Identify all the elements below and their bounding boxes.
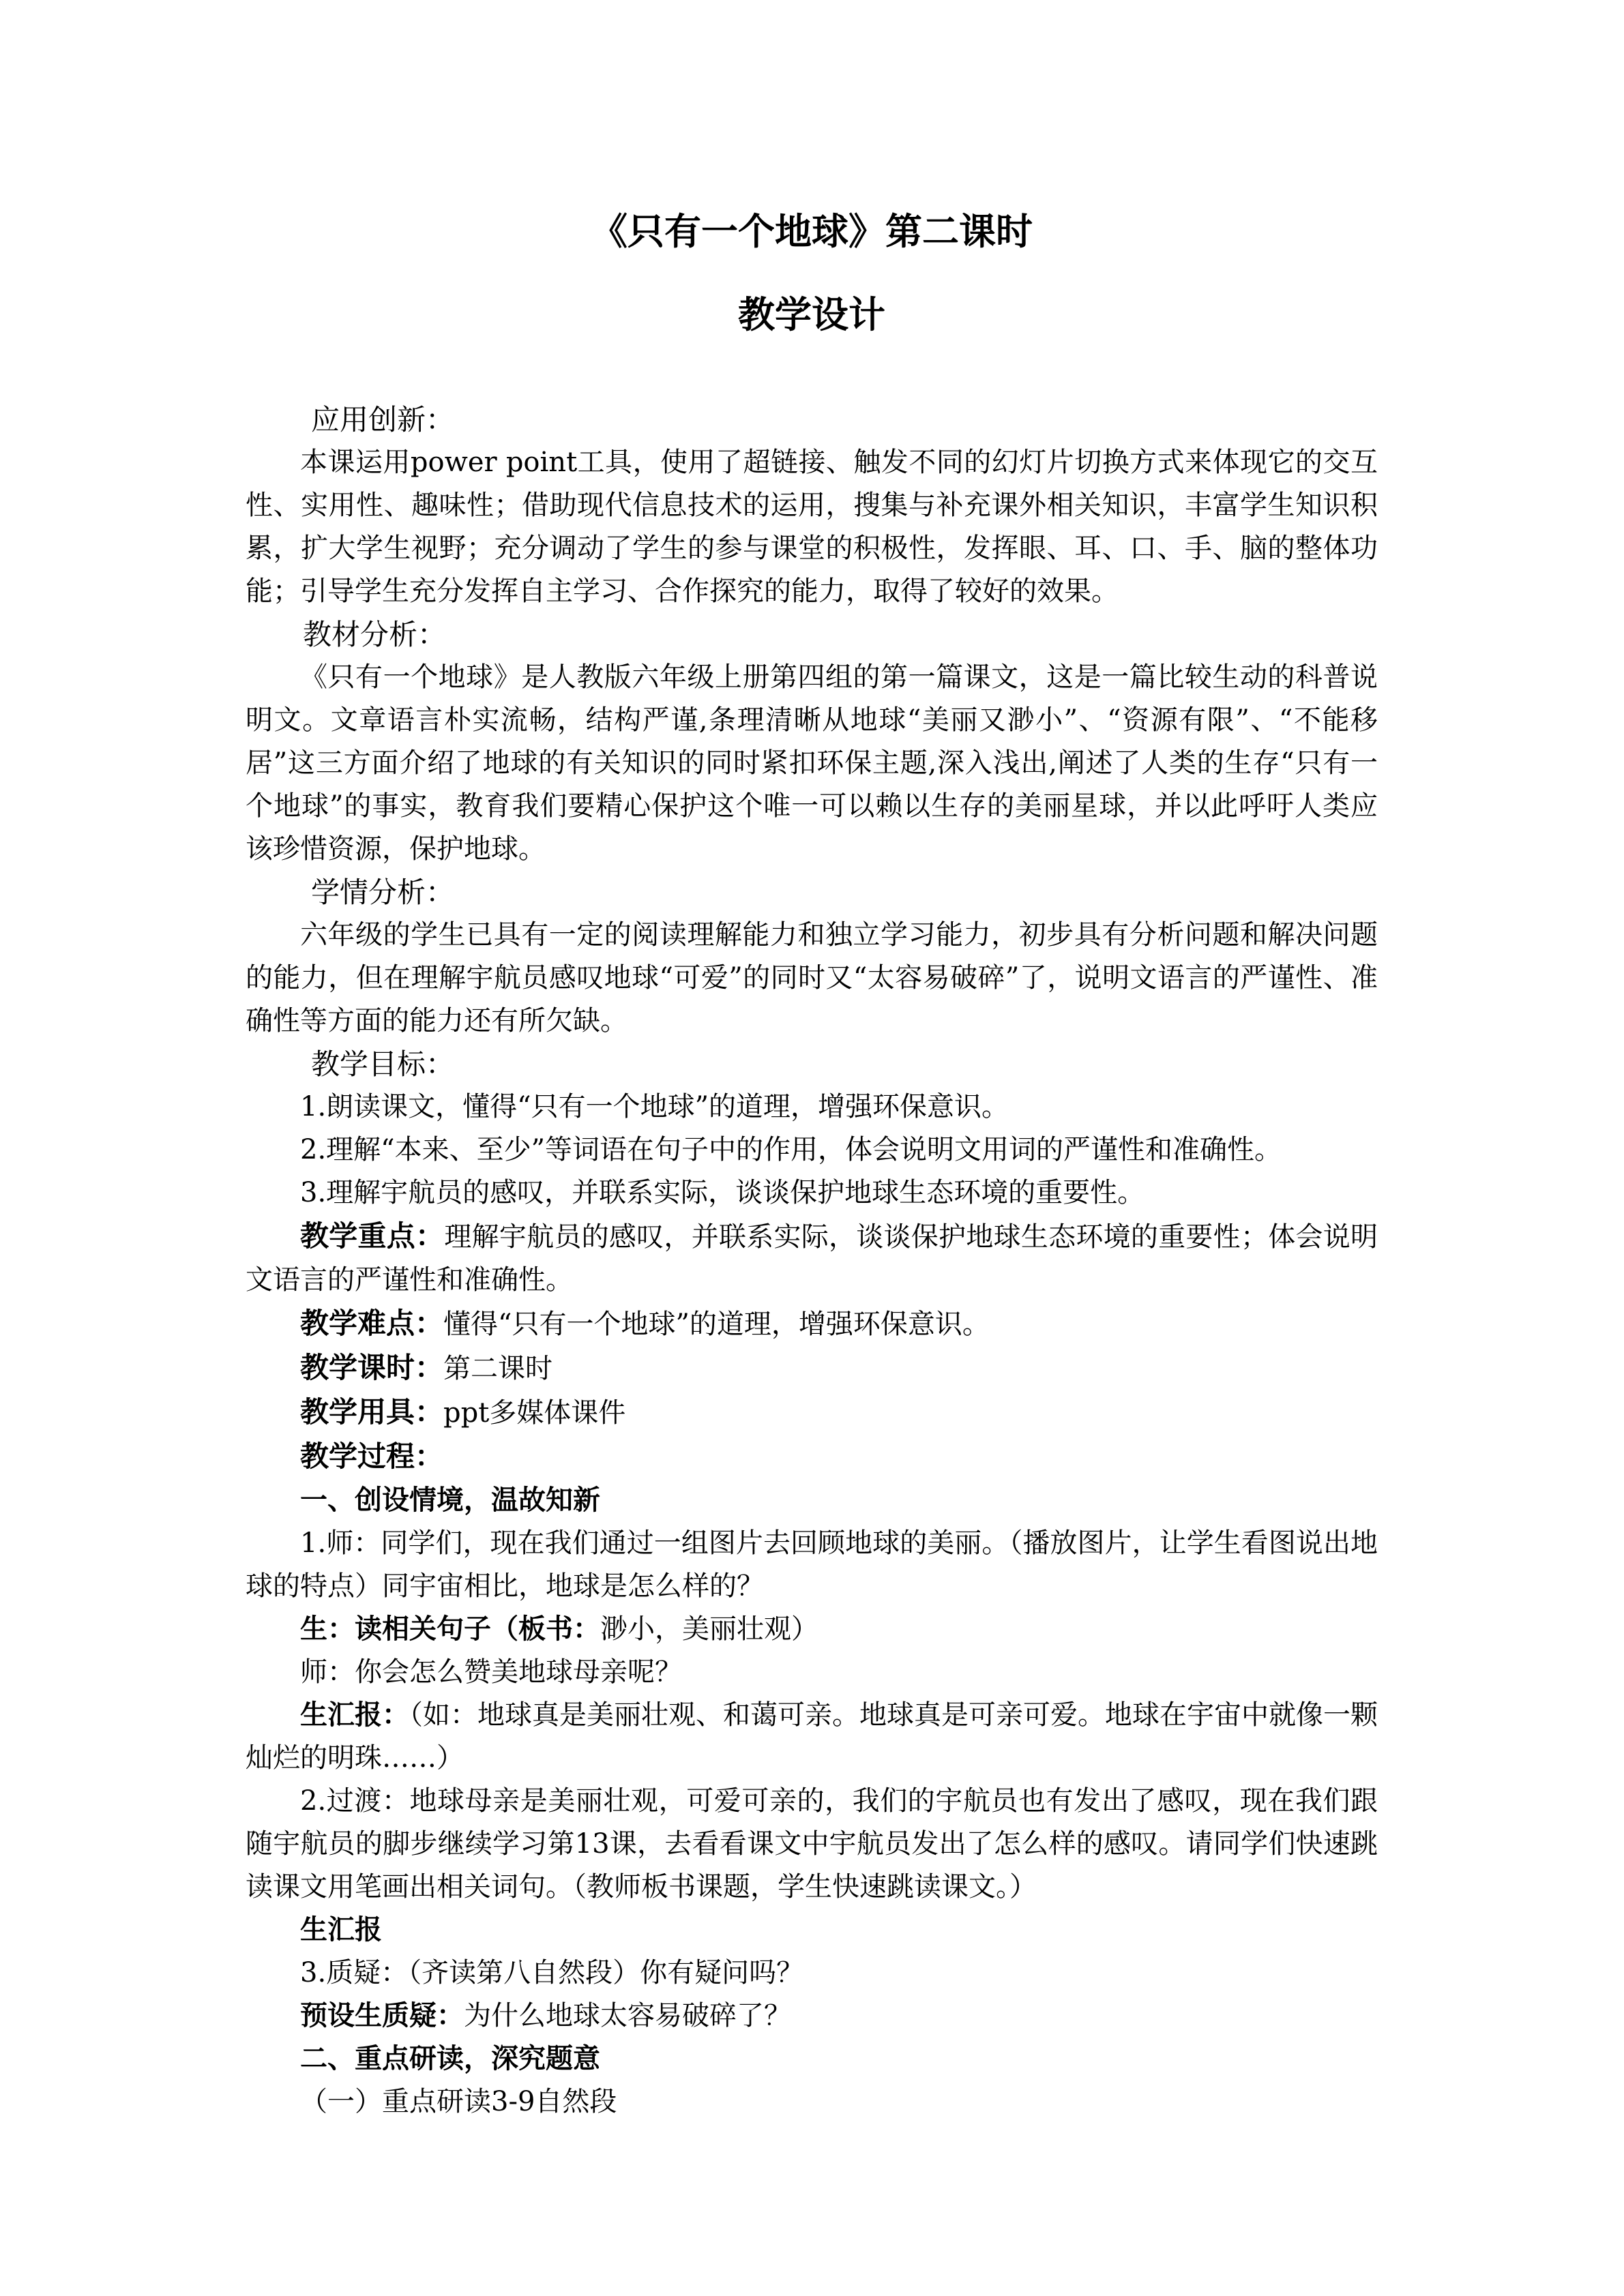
application-heading: 应用创新： <box>311 403 455 436</box>
document-title: 《只有一个地球》第二课时 <box>591 210 1033 253</box>
student-read-rest: 渺小，美丽壮观） <box>600 1613 818 1645</box>
difficulty-text: 懂得“只有一个地球”的道理，增强环保意识。 <box>443 1309 990 1340</box>
step-2: 2.过渡：地球母亲是美丽壮观，可爱可亲的，我们的宇航员也有发出了感叹，现在我们跟随宇航员的脚步继续学习第13课，去看看课文中宇航员发出了怎么样的感叹。请同学们快速跳读课文用笔画出相关词句。（教师板书课题，学生快速跳读课文。） <box>246 1785 1378 1903</box>
section-1-paragraph <box>246 1479 1378 1522</box>
material-body: 《只有一个地球》是人教版六年级上册第四组的第一篇课文，这是一篇比较生动的科普说明文。文章语言朴实流畅，结构严谨,条理清晰从地球“美丽又渺小”、“资源有限”、“不能移居”这三方面介绍了地球的有关知识的同时紧扣环保主题,深入浅出,阐述了人类的生存“只有一个地球”的事实，教育我们要精心保护这个唯一可以赖以生存的美丽星球，并以此呼吁人类应该珍惜资源，保护地球。 <box>246 661 1378 865</box>
students-body: 六年级的学生已具有一定的阅读理解能力和独立学习能力，初步具有分析问题和解决问题的能力，但在理解宇航员感叹地球“可爱”的同时又“太容易破碎”了，说明文语言的严谨性、准确性等方面的能力还有所欠缺。 <box>246 919 1378 1037</box>
goal-item-2: 2.理解“本来、至少”等词语在句子中的作用，体会说明文用词的严谨性和准确性。 <box>300 1134 1282 1165</box>
tools-label: 教学用具： <box>300 1395 444 1429</box>
goal-item-1: 1.朗读课文，懂得“只有一个地球”的道理，增强环保意识。 <box>300 1091 1009 1122</box>
period-paragraph <box>246 1346 1378 1390</box>
goal-item-3: 3.理解宇航员的感叹，并联系实际，谈谈保护地球生态环境的重要性。 <box>300 1177 1145 1208</box>
teacher-question: 师：你会怎么赞美地球母亲呢？ <box>300 1656 682 1688</box>
student-read-paragraph <box>246 1608 1378 1651</box>
student-report-1-text: （如：地球真是美丽壮观、和蔼可亲。地球真是可亲可爱。地球在宇宙中就像一颗灿烂的明珠……） <box>246 1699 1378 1774</box>
preset-question-label: 预设生质疑： <box>300 2000 464 2031</box>
section-2-heading: 二、重点研读，深究题意 <box>300 2043 600 2074</box>
application-body: 本课运用power point工具，使用了超链接、触发不同的幻灯片切换方式来体现它的交互性、实用性、趣味性；借助现代信息技术的运用，搜集与补充课外相关知识，丰富学生知识积累，扩大学生视野；充分调动了学生的参与课堂的积极性，发挥眼、耳、口、手、脑的整体功能；引导学生充分发挥自主学习、合作探究的能力，取得了较好的效果。 <box>246 447 1378 607</box>
difficulty-paragraph <box>246 1302 1378 1346</box>
period-label: 教学课时： <box>300 1351 444 1384</box>
process-heading-paragraph <box>246 1435 1378 1479</box>
key-points-text: 理解宇航员的感叹，并联系实际，谈谈保护地球生态环境的重要性；体会说明文语言的严谨性和准确性。 <box>246 1221 1378 1296</box>
student-report-2: 生汇报 <box>300 1914 382 1945</box>
section-1-heading: 一、创设情境，温故知新 <box>300 1485 600 1516</box>
subsection-1: （一）重点研读3-9自然段 <box>300 2086 617 2117</box>
key-points-label: 教学重点： <box>300 1219 445 1253</box>
title-spacer <box>246 349 1378 398</box>
preset-question-paragraph <box>246 1995 1378 2038</box>
goals-heading: 教学目标： <box>311 1047 455 1081</box>
step-1: 1.师：同学们，现在我们通过一组图片去回顾地球的美丽。（播放图片，让学生看图说出地球的特点）同宇宙相比，地球是怎么样的？ <box>246 1527 1378 1602</box>
process-heading: 教学过程： <box>300 1440 444 1473</box>
students-heading: 学情分析： <box>311 876 455 909</box>
student-report-2-paragraph <box>246 1909 1378 1952</box>
material-heading: 教材分析： <box>303 618 447 651</box>
section-2-paragraph <box>246 2038 1378 2081</box>
student-report-1 <box>246 1694 1378 1780</box>
step-3: 3.质疑：（齐读第八自然段）你有疑问吗？ <box>300 1957 804 1988</box>
document-subtitle: 教学设计 <box>738 293 885 336</box>
difficulty-label: 教学难点： <box>300 1307 444 1340</box>
student-report-1-label: 生汇报： <box>300 1699 409 1731</box>
tools-paragraph <box>246 1390 1378 1435</box>
preset-question-text: 为什么地球太容易破碎了？ <box>464 2000 791 2031</box>
document-page <box>246 198 1378 2123</box>
tools-text: ppt多媒体课件 <box>443 1397 626 1429</box>
key-points-paragraph <box>246 1214 1378 1302</box>
student-read-lead: 生：读相关句子（板书： <box>300 1613 600 1645</box>
period-text: 第二课时 <box>443 1353 553 1384</box>
